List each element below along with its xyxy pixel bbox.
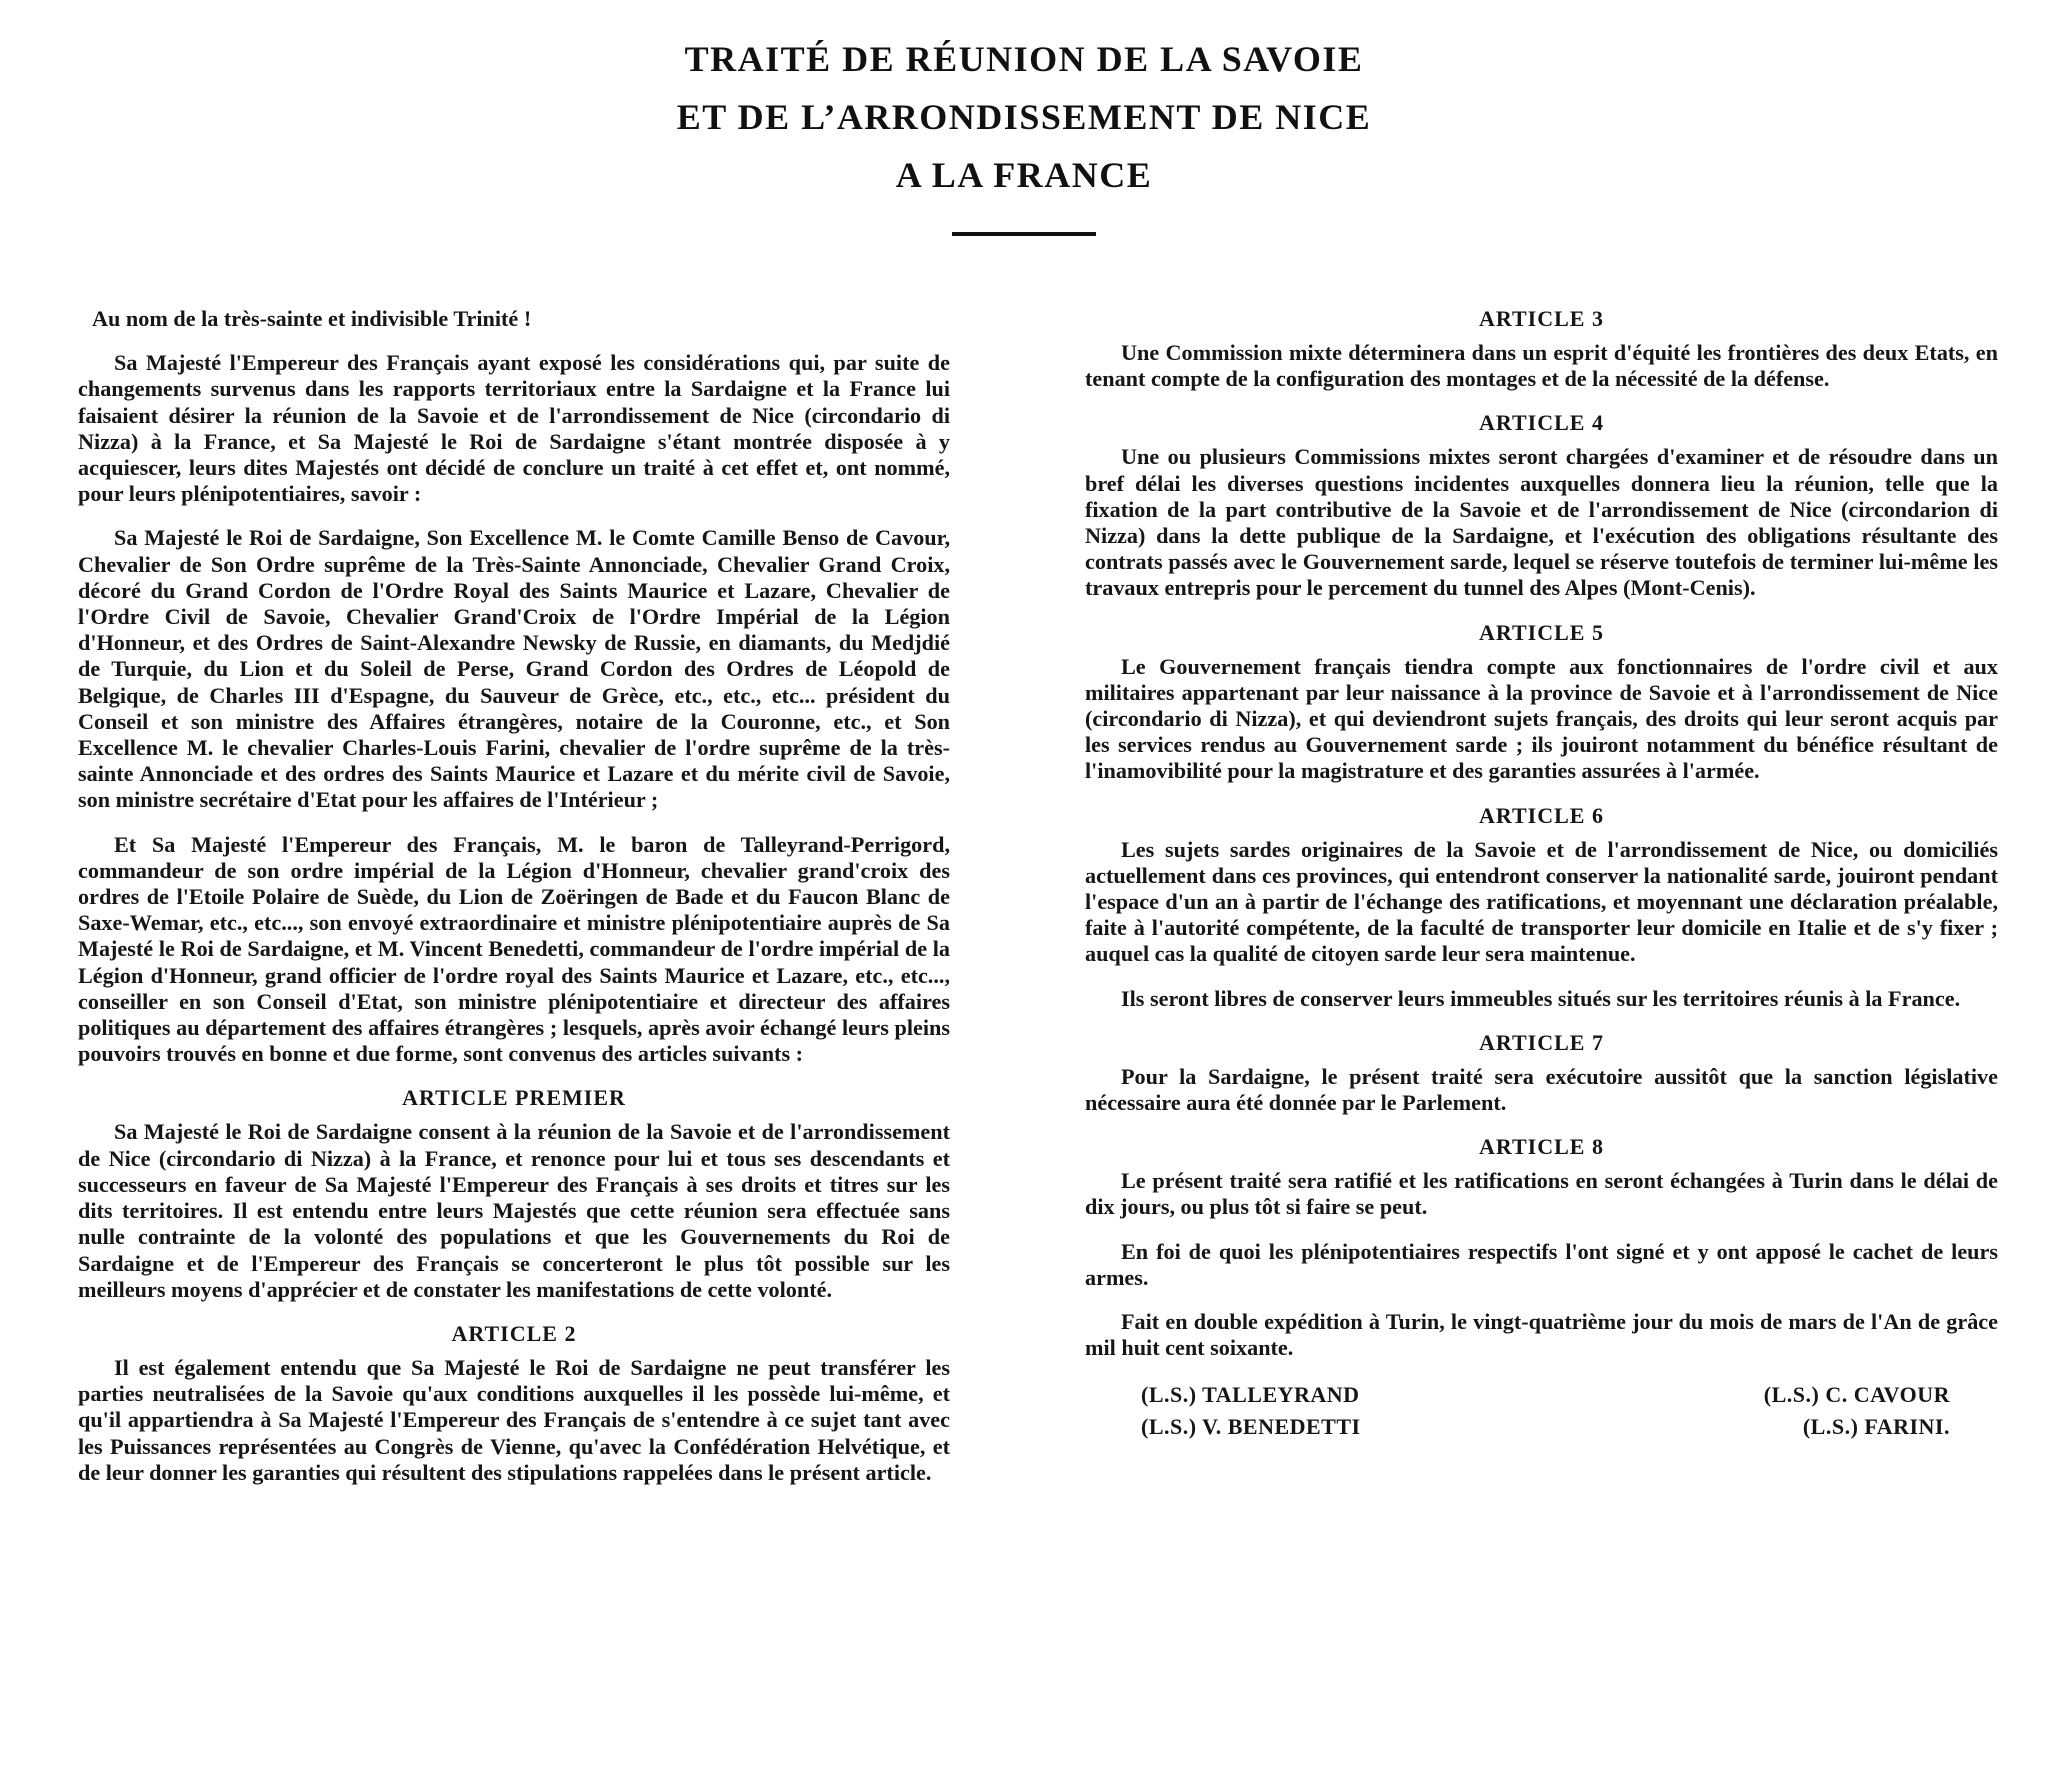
- article-8-heading: ARTICLE 8: [1479, 1134, 1604, 1160]
- title-line-1: TRAITÉ DE RÉUNION DE LA SAVOIE: [684, 39, 1364, 79]
- title-line-3: A LA FRANCE: [895, 155, 1153, 195]
- signature-talleyrand: (L.S.) TALLEYRAND: [1141, 1382, 1360, 1408]
- article-2-heading: ARTICLE 2: [451, 1320, 577, 1346]
- signature-row-1: [1085, 1379, 1998, 1411]
- article-6-text-2: Ils seront libres de conserver leurs immeubles situés sur les territoires réunis à la France.: [1121, 985, 1961, 1011]
- document-title: [0, 30, 2048, 236]
- preamble-paragraph: Sa Majesté l'Empereur des Français ayant exposé les considérations qui, par suite de changements survenus dans les rapports territoriaux entre la Sardaigne et la France lui faisaient désirer la réunion de la Savoie et de l'arrondissement de Nice (circondario di Nizza) à la France, et Sa Majesté le Roi de Sardaigne s'étant montrée disposée à y acquiescer, leurs dites Majestés ont décidé de conclure un traité à cet effet et, ont nommé, pour leurs plénipotentiaires, savoir :: [78, 350, 950, 507]
- signature-benedetti: (L.S.) V. BENEDETTI: [1141, 1414, 1361, 1440]
- article-2-text: Il est également entendu que Sa Majesté le Roi de Sardaigne ne peut transférer les parties neutralisées de la Savoie qu'aux conditions auxquelles il les possède lui-même, et qu'il appartiendra à Sa Majesté l'Empereur des Français de s'entendre à ce sujet tant avec les Puissances représentées au Congrès de Vienne, qu'avec la Confédération Helvétique, et de leur donner les garanties qui résultent des stipulations rappelées dans le présent article.: [78, 1354, 950, 1485]
- left-column: [78, 306, 950, 1504]
- title-line-2: ET DE L’ARRONDISSEMENT DE NICE: [676, 97, 1372, 137]
- article-4-heading: ARTICLE 4: [1479, 410, 1604, 436]
- article-8-text: Le présent traité sera ratifié et les ratifications en seront échangées à Turin dans le délai de dix jours, ou plus tôt si faire se peut.: [1085, 1168, 1998, 1220]
- title-divider: [952, 232, 1096, 236]
- article-premier-heading: ARTICLE PREMIER: [402, 1085, 626, 1111]
- signature-block: [1085, 1379, 1998, 1443]
- right-column: [1085, 306, 1998, 1443]
- article-3-heading: ARTICLE 3: [1479, 306, 1604, 331]
- invocation: Au nom de la très-sainte et indivisible Trinité !: [92, 306, 532, 331]
- in-witness-paragraph: En foi de quoi les plénipotentiaires respectifs l'ont signé et y ont apposé le cachet de leurs armes.: [1085, 1238, 1998, 1290]
- article-5-text: Le Gouvernement français tiendra compte aux fonctionnaires de l'ordre civil et aux militaires appartenant par leur naissance à la province de Savoie et à l'arrondissement de Nice (circondario di Nizza), et qui deviendront sujets français, des droits qui leur seront acquis par les services rendus au Gouvernement sarde ; ils jouiront notamment du bénéfice résultant de l'inamovibilité pour la magistrature et des garanties assurées à l'armée.: [1085, 653, 1998, 784]
- signature-row-2: [1085, 1411, 1998, 1443]
- france-plenipotentiaries-paragraph: Et Sa Majesté l'Empereur des Français, M. le baron de Talleyrand-Perrigord, commandeur de son ordre impérial de la Légion d'Honneur, chevalier grand'croix des ordres de l'Etoile Polaire de Suède, du Lion de Zoëringen de Bade et du Faucon Blanc de Saxe-Wemar, etc., etc..., son envoyé extraordinaire et ministre plénipotentiaire auprès de Sa Majesté le Roi de Sardaigne, et M. Vincent Benedetti, commandeur de l'ordre impérial de la Légion d'Honneur, grand officier de l'ordre royal des Saints Maurice et Lazare, etc., etc..., conseiller en son Conseil d'Etat, son ministre plénipotentiaire et directeur des affaires politiques au département des affaires étrangères ; lesquels, après avoir échangé leurs pleins pouvoirs trouvés en bonne et due forme, sont convenus des articles suivants :: [78, 831, 950, 1067]
- signature-farini: (L.S.) FARINI.: [1802, 1414, 1950, 1440]
- article-6-text: Les sujets sardes originaires de la Savoie et de l'arrondissement de Nice, ou domiciliés actuellement dans ces provinces, qui entendront conserver la nationalité sarde, jouiront pendant l'espace d'un an à partir de l'échange des ratifications, et moyennant une déclaration préalable, faite à l'autorité compétente, de la faculté de transporter leur domicile en Italie et de s'y fixer ; auquel cas la qualité de citoyen sarde leur sera maintenue.: [1085, 836, 1998, 967]
- signature-cavour: (L.S.) C. CAVOUR: [1763, 1382, 1950, 1408]
- article-7-text: Pour la Sardaigne, le présent traité sera exécutoire aussitôt que la sanction législative nécessaire aura été donnée par le Parlement.: [1085, 1063, 1998, 1116]
- article-4-text: Une ou plusieurs Commissions mixtes seront chargées d'examiner et de résoudre dans un bref délai les diverses questions incidentes auxquelles donnera lieu la réunion, telle que la fixation de la part contributive de la Savoie et de l'arrondissement de Nice (circondarion di Nizza) dans la dette publique de la Sardaigne, et l'exécution des obligations résultante des contrats passés avec le Gouvernement sarde, lequel se réserve toutefois de terminer lui-même les travaux entrepris pour le percement du tunnel des Alpes (Mont-Cenis).: [1085, 444, 1998, 601]
- article-5-heading: ARTICLE 5: [1479, 619, 1604, 645]
- article-premier-text: Sa Majesté le Roi de Sardaigne consent à la réunion de la Savoie et de l'arrondissement de Nice (circondario di Nizza) à la France, et renonce pour lui et tous ses descendants et successeurs en faveur de Sa Majesté l'Empereur des Français à ses droits et titres sur les dits territoires. Il est entendu entre leurs Majestés que cette réunion sera effectuée sans nulle contrainte de la volonté des populations et que les Gouvernements du Roi de Sardaigne et de l'Empereur des Français se concerteront le plus tôt possible sur les meilleurs moyens d'apprécier et de constater les manifestations de cette volonté.: [78, 1119, 950, 1302]
- done-at-paragraph: Fait en double expédition à Turin, le vingt-quatrième jour du mois de mars de l'An de grâce mil huit cent soixante.: [1085, 1309, 1998, 1361]
- article-7-heading: ARTICLE 7: [1479, 1029, 1604, 1055]
- article-3-text: Une Commission mixte déterminera dans un esprit d'équité les frontières des deux Etats, en tenant compte de la configuration des montages et de la nécessité de la défense.: [1085, 340, 1998, 392]
- article-6-heading: ARTICLE 6: [1479, 802, 1604, 828]
- sardinia-plenipotentiaries-paragraph: Sa Majesté le Roi de Sardaigne, Son Excellence M. le Comte Camille Benso de Cavour, Chevalier de Son Ordre suprême de la Très-Sainte Annonciade, Chevalier Grand Croix, décoré du Grand Cordon de l'Ordre Royal des Saints Maurice et Lazare, Chevalier de l'Ordre Civil de Savoie, Chevalier Grand'Croix de l'Ordre Impérial de la Légion d'Honneur, et des Ordres de Saint-Alexandre Newsky de Russie, en diamants, du Medjdié de Turquie, du Lion et du Soleil de Perse, Grand Cordon des Ordres de Léopold de Belgique, de Charles III d'Espagne, du Sauveur de Grèce, etc., etc., etc... président du Conseil et son ministre des Affaires étrangères, notaire de la Couronne, etc., et Son Excellence M. le chevalier Charles-Louis Farini, chevalier de l'ordre suprême de la très-sainte Annonciade et des ordres des Saints Maurice et Lazare et du mérite civil de Savoie, son ministre secrétaire d'Etat pour les affaires de l'Intérieur ;: [78, 525, 950, 813]
